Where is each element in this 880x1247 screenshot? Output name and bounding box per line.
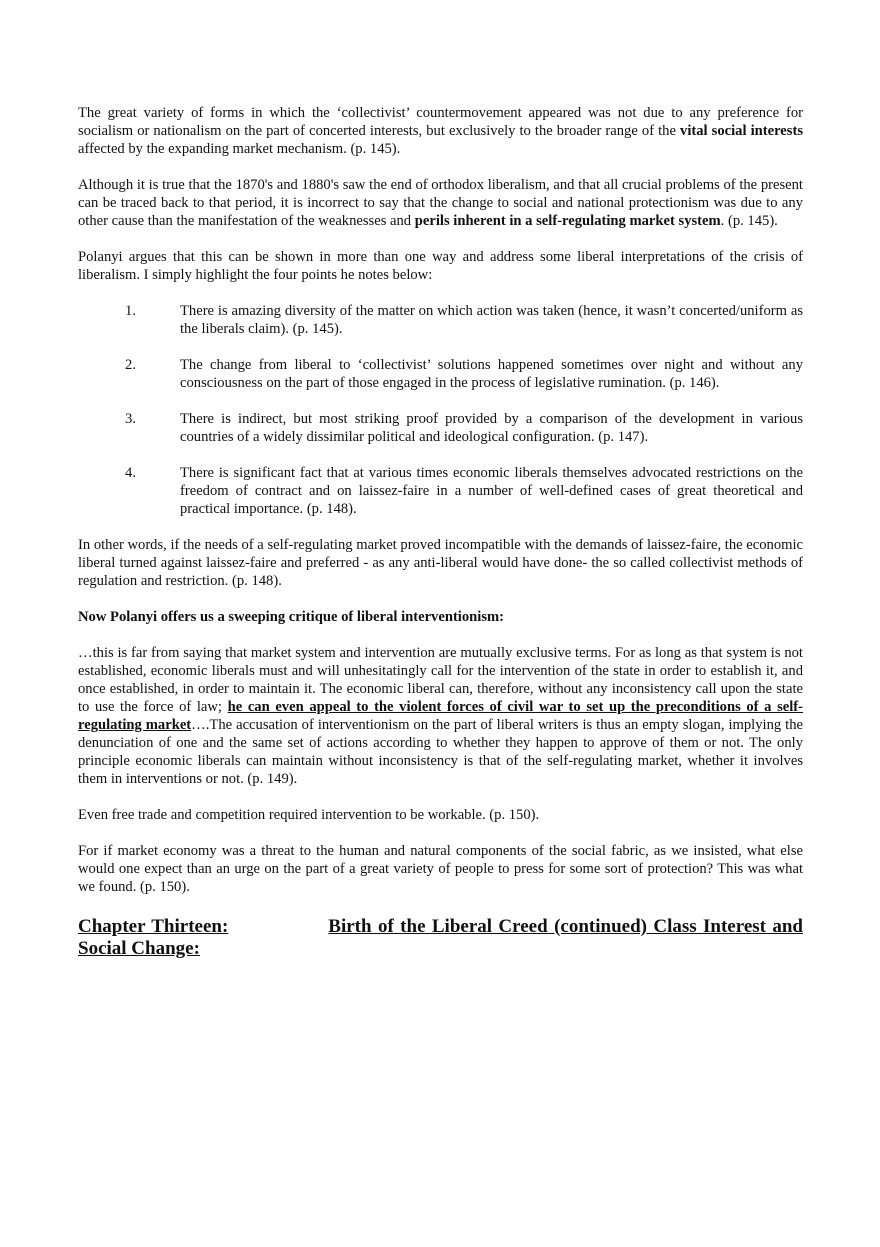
document-page xyxy=(78,104,803,960)
bold-phrase: perils inherent in a self-regulating market system xyxy=(414,213,721,229)
paragraph-5: Even free trade and competition required intervention to be workable. (p. 150). xyxy=(78,807,540,823)
bold-phrase: vital social interests xyxy=(680,123,804,139)
quote-paragraph: …this is far from saying that market system and intervention are mutually exclusive terms. For as long as that system is not established, economic liberals must and will unhesitatingly call for the intervention of the state in order to establish it, and once established, in order to maintain it. The economic liberal can, therefore, without any inconsistency call upon the state to use the force of law; he can even appeal to the violent forces of civil war to set up the preconditions of a self-regulating market….The accusation of interventionism on the part of liberal writers is thus an empty slogan, implying the denunciation of one and the same set of actions according to whether they happen to approve of them or not. The only principle economic liberals can maintain without inconsistency is that of the self-regulating market, whether it involves them in interventions or not. (p. 149). xyxy=(78,645,804,787)
list-item: 1. There is amazing diversity of the matter on which action was taken (hence, it wasn’t concerted/uniform as the liberals claim). (p. 145). xyxy=(125,303,803,337)
paragraph-4: In other words, if the needs of a self-regulating market proved incompatible with the demands of laissez-faire, the economic liberal turned against laissez-faire and preferred - as any anti-liberal would have done- the so called collectivist methods of regulation and restriction. (p. 148). xyxy=(78,537,803,589)
chapter-heading xyxy=(78,916,803,960)
paragraph-2: Although it is true that the 1870's and 1880's saw the end of orthodox liberalism, and that all crucial problems of the present can be traced back to that period, it is incorrect to say that the change to social and national protectionism was due to any other cause than the manifestation of the weaknesses and perils inherent in a self-regulating market system. (p. 145). xyxy=(78,177,803,229)
paragraph-1: The great variety of forms in which the ‘collectivist’ countermovement appeared was not due to any preference for socialism or nationalism on the part of concerted interests, but exclusively to the broader range of the vital social interests affected by the expanding market mechanism. (p. 145). xyxy=(78,105,804,157)
list-item: 3. There is indirect, but most striking proof provided by a comparison of the development in various countries of a widely dissimilar political and ideological configuration. (p. 147). xyxy=(125,411,803,445)
bold-underlined-phrase: he can even appeal to the violent forces of civil war to set up the preconditions of a self-regulating market xyxy=(78,699,804,733)
chapter-label: Chapter Thirteen: xyxy=(78,916,229,937)
numbered-list xyxy=(78,302,803,518)
paragraph-3: Polanyi argues that this can be shown in more than one way and address some liberal interpretations of the crisis of liberalism. I simply highlight the four points he notes below: xyxy=(78,249,803,283)
bold-heading: Now Polanyi offers us a sweeping critique of liberal interventionism: xyxy=(78,609,505,625)
paragraph-6: For if market economy was a threat to the human and natural components of the social fabric, as we insisted, what else would one expect than an urge on the part of a great variety of people to press for some sort of protection? This was what we found. (p. 150). xyxy=(78,843,803,895)
chapter-title: Birth of the Liberal Creed (continued) Class Interest and Social Change: xyxy=(78,916,804,959)
list-item: 4. There is significant fact that at various times economic liberals themselves advocated restrictions on the freedom of contract and on laissez-faire in a number of well-defined cases of great theoretical and practical importance. (p. 148). xyxy=(125,465,803,517)
list-item: 2. The change from liberal to ‘collectivist’ solutions happened sometimes over night and without any consciousness on the part of those engaged in the process of legislative rumination. (p. 146). xyxy=(125,357,803,391)
